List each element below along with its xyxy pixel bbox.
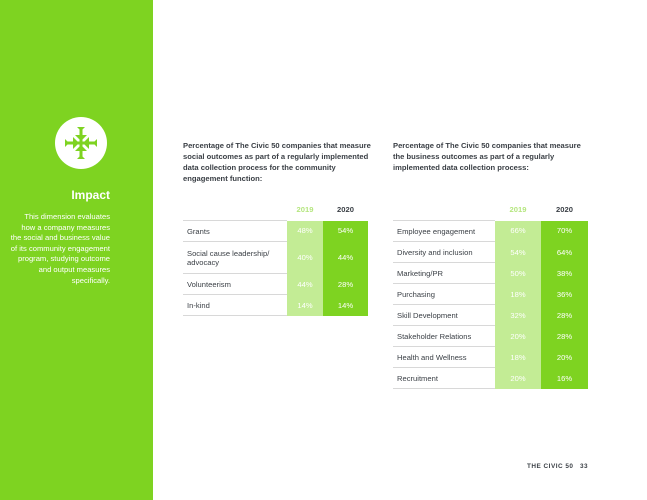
value-2019: 54% xyxy=(495,242,541,263)
value-2020: 28% xyxy=(541,305,588,326)
table-row xyxy=(393,368,588,389)
table-row xyxy=(393,221,588,242)
table-row xyxy=(183,242,368,274)
impact-badge xyxy=(55,117,107,169)
value-2020: 14% xyxy=(323,295,368,316)
value-2020: 28% xyxy=(541,326,588,347)
value-2019: 14% xyxy=(287,295,323,316)
arrows-converging-icon xyxy=(55,117,107,169)
row-label: Skill Development xyxy=(393,305,495,326)
right-col-2020: 2020 xyxy=(556,205,573,214)
table-row xyxy=(393,263,588,284)
footer-brand: THE CIVIC 50 xyxy=(527,463,574,470)
value-2019: 20% xyxy=(495,368,541,389)
row-label: Employee engagement xyxy=(393,221,495,242)
right-table-heading: Percentage of The Civic 50 companies that measure the business outcomes as part of a regularly implemented data collection process: xyxy=(393,141,581,172)
value-2020: 28% xyxy=(323,274,368,295)
left-col-2019: 2019 xyxy=(296,205,314,214)
row-label: Grants xyxy=(183,221,287,242)
section-description: This dimension evaluates how a company measures the social and business value of its community engagement program, studying outcome and output measures specifically. xyxy=(10,212,110,285)
row-label: Stakeholder Relations xyxy=(393,326,495,347)
sidebar xyxy=(0,0,153,500)
row-label: Social cause leadership/ advocacy xyxy=(183,242,287,274)
right-col-2019: 2019 xyxy=(509,205,527,214)
row-label: Marketing/PR xyxy=(393,263,495,284)
row-label: Volunteerism xyxy=(183,274,287,295)
row-label: Health and Wellness xyxy=(393,347,495,368)
row-label: In-kind xyxy=(183,295,287,316)
left-col-2020: 2020 xyxy=(337,205,354,214)
value-2019: 44% xyxy=(287,274,323,295)
row-label: Purchasing xyxy=(393,284,495,305)
value-2020: 38% xyxy=(541,263,588,284)
table-row xyxy=(393,347,588,368)
value-2019: 20% xyxy=(495,326,541,347)
table-row xyxy=(393,242,588,263)
row-label: Diversity and inclusion xyxy=(393,242,495,263)
table-row xyxy=(183,274,368,295)
value-2019: 18% xyxy=(495,347,541,368)
page-number: 33 xyxy=(580,463,589,470)
table-row xyxy=(393,326,588,347)
table-row xyxy=(393,305,588,326)
value-2019: 40% xyxy=(287,242,323,274)
table-row xyxy=(183,295,368,316)
value-2020: 44% xyxy=(323,242,368,274)
value-2020: 20% xyxy=(541,347,588,368)
table-row xyxy=(393,284,588,305)
value-2019: 48% xyxy=(287,221,323,242)
value-2019: 32% xyxy=(495,305,541,326)
left-table-heading: Percentage of The Civic 50 companies that measure social outcomes as part of a regularly implemented data collection process for the community engagement function: xyxy=(183,141,371,183)
social-outcomes-table xyxy=(183,220,368,316)
value-2020: 54% xyxy=(323,221,368,242)
value-2020: 70% xyxy=(541,221,588,242)
value-2020: 16% xyxy=(541,368,588,389)
value-2019: 66% xyxy=(495,221,541,242)
section-title: Impact xyxy=(71,188,110,202)
row-label: Recruitment xyxy=(393,368,495,389)
value-2019: 50% xyxy=(495,263,541,284)
value-2020: 64% xyxy=(541,242,588,263)
table-row xyxy=(183,221,368,242)
value-2020: 36% xyxy=(541,284,588,305)
business-outcomes-table xyxy=(393,220,588,389)
value-2019: 18% xyxy=(495,284,541,305)
